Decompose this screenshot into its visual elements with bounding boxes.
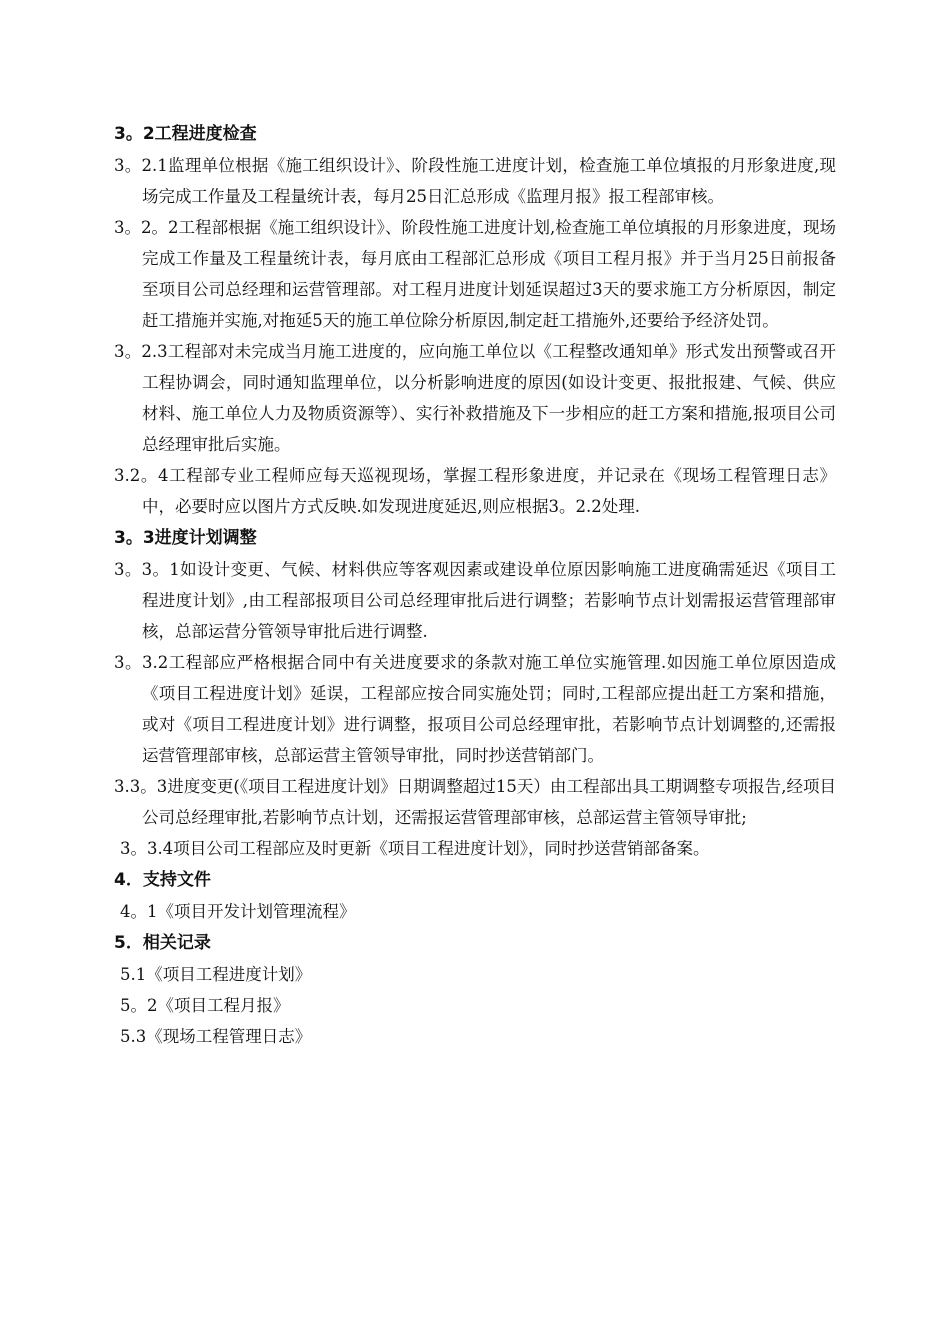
record-item: 5.3《现场工程管理日志》 bbox=[120, 1027, 312, 1046]
record-item: 5。2《项目工程月报》 bbox=[120, 996, 290, 1015]
clause-3-2-1: 3。2.1监理单位根据《施工组织设计》、阶段性施工进度计划，检查施工单位填报的月形象进度,现场完成工作量及工程量统计表，每月25日汇总形成《监理月报》报工程部审核。 bbox=[114, 156, 836, 206]
clause-3-3-2: 3。3.2工程部应严格根据合同中有关进度要求的条款对施工单位实施管理.如因施工单位原因造成《项目工程进度计划》延误，工程部应按合同实施处罚；同时,工程部应提出赶工方案和措施，或对《项目工程进度计划》进行调整，报项目公司总经理审批，若影响节点计划调整的,还需报运营管理部审核，总部运营主管领导审批，同时抄送营销部门。 bbox=[114, 653, 836, 765]
record-item: 5.1《项目工程进度计划》 bbox=[120, 965, 312, 984]
clause-3-2-3: 3。2.3工程部对未完成当月施工进度的，应向施工单位以《工程整改通知单》形式发出预警或召开工程协调会，同时通知监理单位，以分析影响进度的原因(如设计变更、报批报建、气候、供应材料、施工单位人力及物质资源等）、实行补救措施及下一步相应的赶工方案和措施,报项目公司总经理审批后实施。 bbox=[114, 342, 836, 454]
clause-3-3-3: 3.3。3进度变更(《项目工程进度计划》日期调整超过15天）由工程部出具工期调整专项报告,经项目公司总经理审批,若影响节点计划，还需报运营管理部审核，总部运营主管领导审批; bbox=[114, 777, 836, 827]
clause-3-3-4: 3。3.4项目公司工程部应及时更新《项目工程进度计划》，同时抄送营销部备案。 bbox=[120, 839, 710, 858]
clause-3-3-1: 3。3。1如设计变更、气候、材料供应等客观因素或建设单位原因影响施工进度确需延迟《项目工程进度计划》,由工程部报项目公司总经理审批后进行调整；若影响节点计划需报运营管理部审核，总部运营分管领导审批后进行调整. bbox=[114, 560, 836, 641]
section-heading-3-2: 3。2工程进度检查 bbox=[114, 124, 257, 144]
support-file-item: 4。1《项目开发计划管理流程》 bbox=[120, 902, 356, 921]
document-body bbox=[114, 118, 836, 1052]
clause-3-2-4: 3.2。4工程部专业工程师应每天巡视现场，掌握工程形象进度，并记录在《现场工程管理日志》中，必要时应以图片方式反映.如发现进度延迟,则应根据3。2.2处理. bbox=[114, 466, 836, 516]
section-heading-5: 5．相关记录 bbox=[114, 933, 211, 953]
section-heading-4: 4．支持文件 bbox=[114, 870, 211, 890]
section-heading-3-3: 3。3进度计划调整 bbox=[114, 528, 257, 548]
clause-3-2-2: 3。2。2工程部根据《施工组织设计》、阶段性施工进度计划,检查施工单位填报的月形象进度，现场完成工作量及工程量统计表，每月底由工程部汇总形成《项目工程月报》并于当月25日前报备至项目公司总经理和运营管理部。对工程月进度计划延误超过3天的要求施工方分析原因，制定赶工措施并实施,对拖延5天的施工单位除分析原因,制定赶工措施外,还要给予经济处罚。 bbox=[114, 218, 836, 330]
